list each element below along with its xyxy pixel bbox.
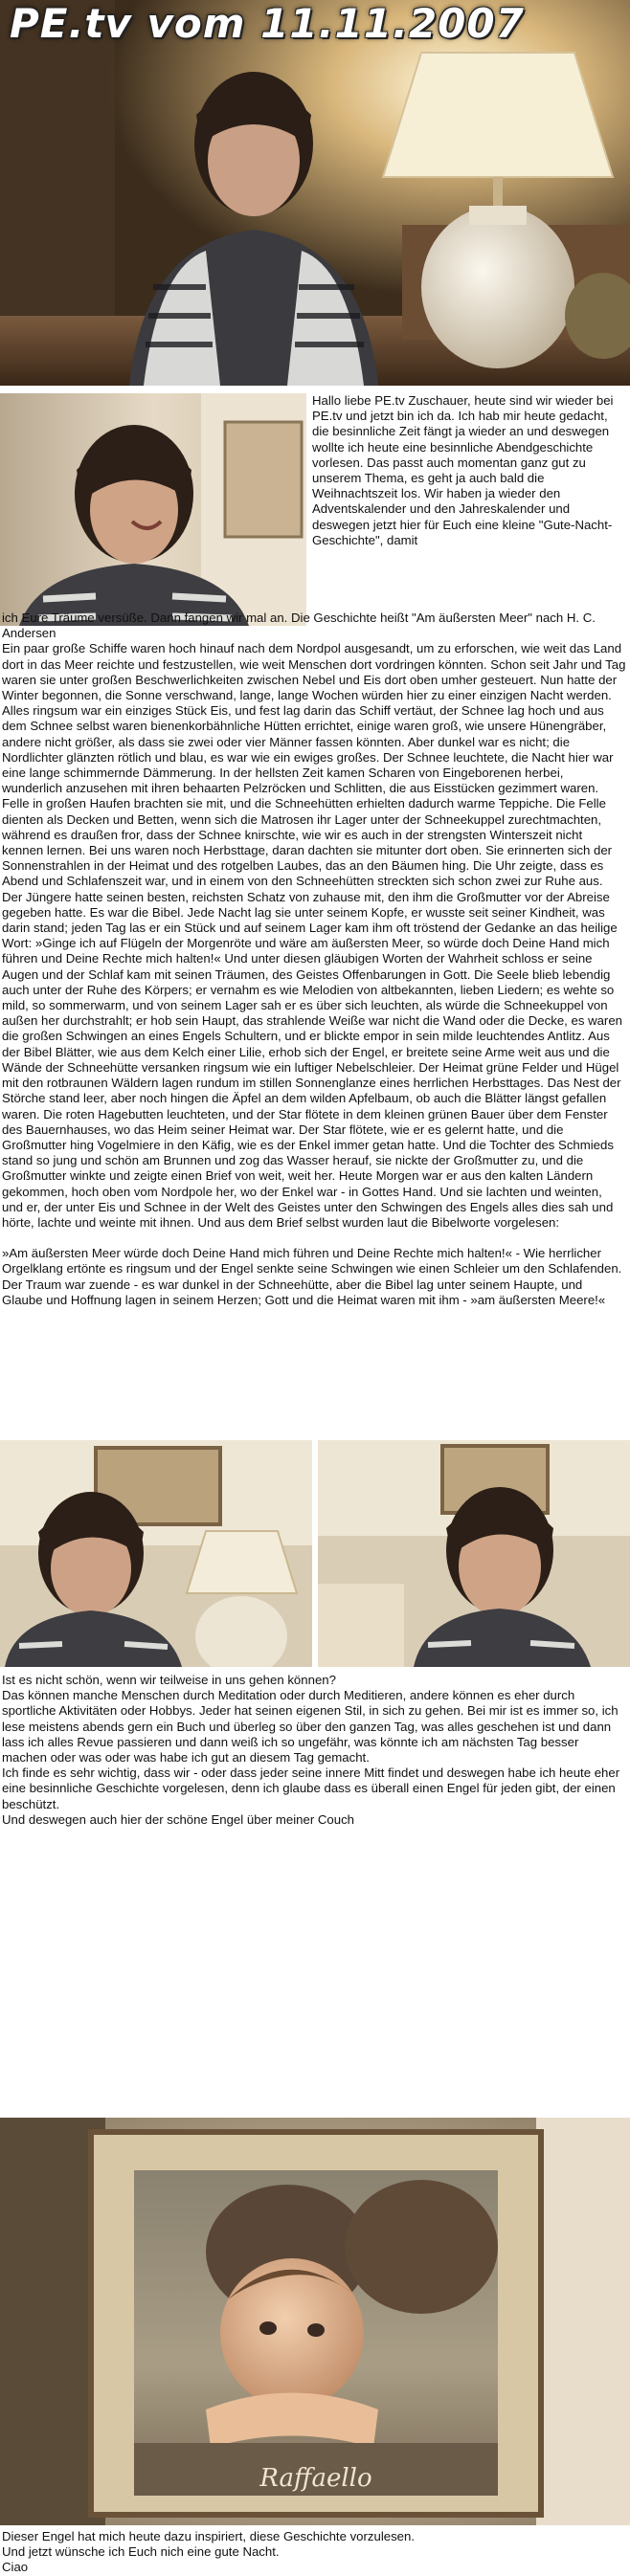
closing-line-inspiration: Dieser Engel hat mich heute dazu inspiriert, diese Geschichte vorzulesen.	[2, 2529, 416, 2543]
painting-signature: Raffaello	[259, 2464, 372, 2493]
reflection-paragraph: Das können manche Menschen durch Meditation oder durch Meditieren, andere können es eher durch sportliche Aktivitäten oder Hobbys. Jeder hat seinen eigenen Stil, in sich zu gehen. Bei mir ist es immer so, ich lese meistens abends gern ein Buch und überleg so über den ganzen Tag, was alles geschehen ist und dann lass ich alles Revue passieren und dann weiß ich so ungefähr, was könnte ich am nächsten Tag besser machen oder was oder was habe ich gut an diesem Tag gemacht.	[2, 1688, 619, 1765]
story-text	[2, 611, 626, 1308]
mid-video-frame-right	[318, 1440, 630, 1667]
reflection-conclusion: Ich finde es sehr wichtig, dass wir - oder dass jeder seine innere Mitt findet und deswegen habe ich heute eher eine besinnliche Geschichte vorgelesen, denn ich glaube dass es überall einen Engel für jeden gibt, der einen beschützt.	[2, 1765, 620, 1811]
closing-line-goodnight: Und jetzt wünsche ich Euch nich eine gute Nacht.	[2, 2544, 280, 2560]
intro-continuation: ich Eure Träume versüße. Dann fangen wir mal an. Die Geschichte heißt "Am äußersten Meer" nach H. C. Andersen	[2, 611, 596, 641]
mid-scene-left	[0, 1440, 312, 1667]
hero-scene	[0, 0, 630, 386]
angel-painting-frame	[0, 2118, 630, 2525]
intro-text	[312, 393, 624, 548]
intro-video-frame	[0, 393, 306, 626]
angel-painting	[0, 2118, 630, 2525]
closing-text	[2, 2529, 626, 2576]
reflection-text	[2, 1673, 626, 1828]
mid-video-frame-left	[0, 1440, 312, 1667]
page-title: PE.tv vom 11.11.2007	[10, 0, 525, 47]
closing-line-ciao: Ciao	[2, 2560, 29, 2575]
story-quote: »Am äußersten Meer würde doch Deine Hand mich führen und Deine Rechte mich halten!« - Wie herrlicher Orgelklang ertönte es ringsum und der Engel senkte seine Schwingen wie einen Schleier um den Schlafenden. Der Traum war zuende - es war dunkel in der Schneehütte, aber die Bibel lag unter seinem Haupte, und Glaube und Hoffnung lagen in seinem Herzen; Gott und die Heimat waren mit ihm - »am äußersten Meere!«	[2, 1246, 622, 1307]
reflection-question: Ist es nicht schön, wenn wir teilweise in uns gehen können?	[2, 1673, 336, 1687]
hero-video-frame	[0, 0, 630, 386]
story-body: Ein paar große Schiffe waren hoch hinauf nach dem Nordpol ausgesandt, um zu erforschen, wie weit das Land dort in das Meer reichte und festzustellen, wie weit Menschen dort vordringen könnten. Schon seit Jahr und Tag waren sie unter großen Beschwerlichkeiten zwischen Nebel und Eis dort oben umher gesteuert. Nun hatte der Winter begonnen, die Sonne verschwand, lange, lange Wochen würden hier zu einer einzigen Nacht werden. Alles ringsum war ein einziges Stück Eis, und fest lag darin das Schiff vertäut, der Schnee lag hoch und aus dem Schnee selbst waren bienenkorbähnliche Hütten errichtet, einige waren groß, wie unsere Hünengräber, andere nicht größer, als dass sie zwei oder vier Männer fassen könnten. Aber dunkel war es nicht; die Nordlichter glänzten rötlich und blau, es war wie ein ewiges großes. Der Schnee leuchtete, die Nacht hier war eine lange schimmernde Dämmerung. In der hellsten Zeit kamen Scharen von Eingeborenen herbei, wunderlich anzusehen mit ihren behaarten Pelzröcken und Schlitten, die aus Eisstücken gezimmert waren. Felle in großen Haufen brachten sie mit, und die Schneehütten erhielten dadurch warme Teppiche. Die Felle dienten als Decken und Betten, wenn sich die Matrosen ihr Lager unter der Schneekuppel zurechtmachten, während es draußen fror, dass der Schnee knirschte, wie wir es auch in der strengsten Winterszeit nicht kennen lernen. Bei uns waren noch Herbsttage, daran dachten sie mitunter dort oben. Sie erinnerten sich der Sonnenstrahlen in der Heimat und des rotgelben Laubes, das an den Bäumen hing. Die Uhr zeigte, dass es Abend und Schlafenszeit war, und in einem von den Schneehütten streckten sich schon zwei zur Ruhe aus. Der Jüngere hatte seinen besten, reichsten Schatz von zuhause mit, den ihm die Großmutter vor der Abreise gegeben hatte. Es war die Bibel. Jede Nacht lag sie unter seinem Kopfe, er wusste seit seiner Kindheit, was darin stand; jeden Tag las er ein Stück und auf seinem Lager kam ihm oft tröstend der Gedanke an das heilige Wort: »Ginge ich auf Flügeln der Morgenröte und wäre am äußersten Meer, so würde doch Deine Hand mich führen und Deine Rechte mich halten!« Und unter diesen gläubigen Worten der Wahrheit schloss er seine Augen und der Schlaf kam mit seinen Träumen, des Geistes Offenbarungen in Gott. Die Seele blieb lebendig auch unter der Ruhe des Körpers; er vernahm es wie Melodien von altbekannten, lieben Liedern; es wehte so mild, so sommerwarm, und von seinem Lager sah er es über sich leuchten, als würde die Schneekuppel von außen her durchstrahlt; er hob sein Haupt, das strahlende Weiße war nicht die Wand oder die Decke, es waren die großen Schwingen an eines Engels Schultern, und er blickte empor in sein milde leuchtendes Antlitz. Aus der Bibel Blätter, wie aus dem Kelch einer Lilie, erhob sich der Engel, er breitete seine Arme weit aus und die Wände der Schneehütte versanken ringsum wie ein luftiger Nebelschleier. Der Heimat grüne Felder und Hügel mit den rotbraunen Wäldern lagen rundum im stillen Sonnenglanze eines herrlichen Herbsttages. Das Nest der Störche stand leer, aber noch hingen die Äpfel an dem wilden Apfelbaum, ob auch die Blätter längst gefallen waren. Die roten Hagebutten leuchteten, und der Star flötete in dem kleinen grünen Bauer über dem Fenster des Bauernhauses, wo das Heim seiner Heimat war. Der Star flötete, wie er es gelernt hatte, und die Großmutter hing Vogelmiere in den Käfig, wie es der Enkel immer getan hatte. Und die Tochter des Schmieds stand so jung und schön am Brunnen und zog das Wasser herauf, sie nickte der Großmutter zu, und die Großmutter winkte und zeigte einen Brief von weit, weit her. Heute Morgen war er aus den kalten Ländern gekommen, hoch oben vom Nordpole her, wo der Enkel war - in Gottes Hand. Und sie lachten und weinten, und er, der unter Eis und Schnee in der Welt des Geistes unter den Schwingen des Engels alles dies sah und hörte, lachte und weinte mit ihnen. Und aus dem Brief selbst wurden laut die Bibelworte vorgelesen:	[2, 641, 626, 1230]
mid-scene-right	[318, 1440, 630, 1667]
intro-scene	[0, 393, 306, 626]
reflection-angel-line: Und deswegen auch hier der schöne Engel über meiner Couch	[2, 1811, 355, 1827]
intro-paragraph: Hallo liebe PE.tv Zuschauer, heute sind wir wieder bei PE.tv und jetzt bin ich da. Ich hab mir heute gedacht, die besinnliche Zeit fängt ja wieder an und deswegen wollte ich heute eine besinnliche Abendgeschichte vorlesen. Das passt auch momentan ganz gut zu unserem Thema, es geht ja auch bald die Weihnachtszeit los. Wir haben ja wieder den Adventskalender und den Jahreskalender und deswegen jetzt hier für Euch eine kleine "Gute-Nacht-Geschichte", damit	[312, 393, 614, 547]
